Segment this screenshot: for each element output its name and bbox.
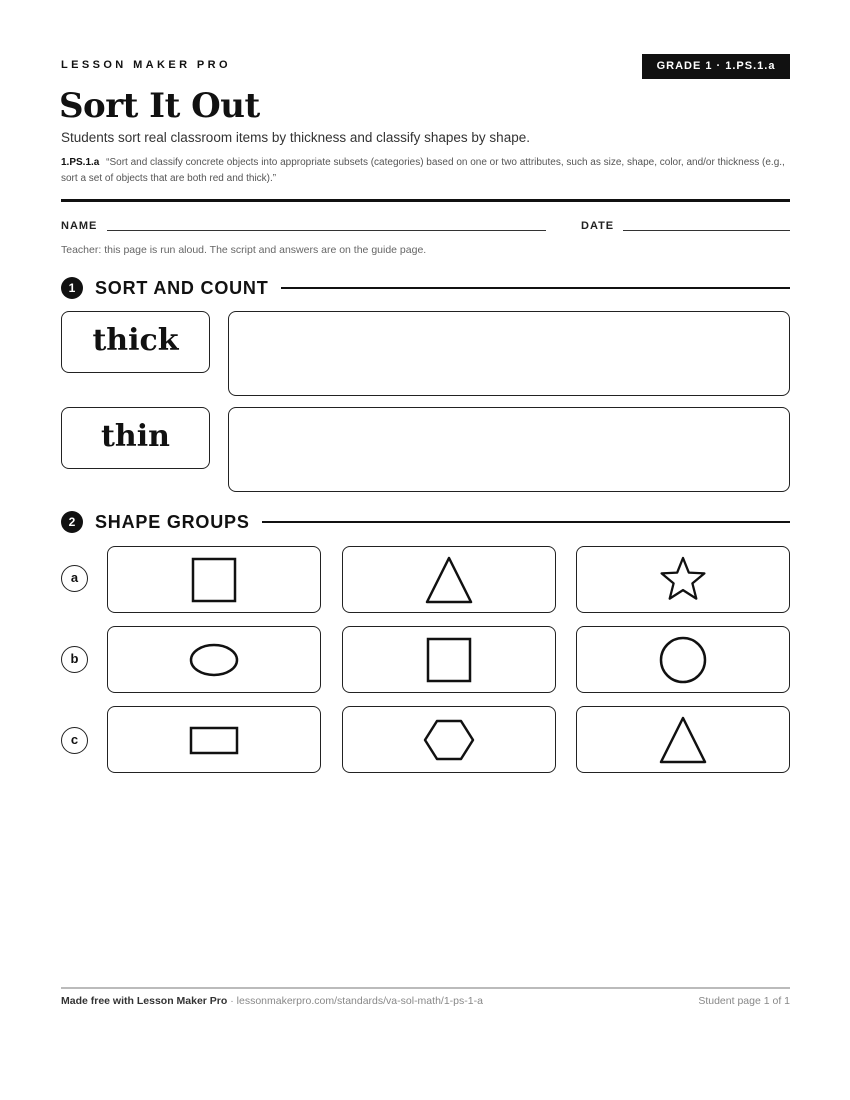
triangle-icon <box>653 715 713 765</box>
row-label-c: c <box>61 727 88 754</box>
square-icon <box>184 555 244 605</box>
word-card-thin: thin <box>61 407 210 469</box>
row-label-a: a <box>61 565 88 592</box>
footer-divider <box>61 987 790 989</box>
shape-card[interactable] <box>107 626 321 693</box>
footer-credit <box>61 995 483 1007</box>
date-label: DATE <box>581 220 615 232</box>
shape-card[interactable] <box>342 706 556 773</box>
page-subtitle: Students sort real classroom items by thickness and classify shapes by shape. <box>61 130 530 145</box>
shape-card[interactable] <box>342 626 556 693</box>
shape-card[interactable] <box>342 546 556 613</box>
standard-description <box>61 155 790 187</box>
brand-name: LESSON MAKER PRO <box>61 59 231 71</box>
footer-separator: · <box>227 995 237 1007</box>
header-divider <box>61 199 790 202</box>
sort-box-thin[interactable] <box>228 407 790 492</box>
section-sort-and-count-heading <box>61 276 790 300</box>
shape-card[interactable] <box>107 546 321 613</box>
grade-badge: GRADE 1 · 1.PS.1.a <box>642 54 790 79</box>
circle-icon <box>653 635 713 685</box>
oval-icon <box>184 635 244 685</box>
sort-box-thick[interactable] <box>228 311 790 396</box>
standard-code: 1.PS.1.a <box>61 157 100 168</box>
square-icon <box>419 635 479 685</box>
section-number: 2 <box>61 511 83 533</box>
footer-page-number: Student page 1 of 1 <box>698 995 790 1007</box>
section-number: 1 <box>61 277 83 299</box>
section-title: SHAPE GROUPS <box>95 511 250 532</box>
row-label-b: b <box>61 646 88 673</box>
section-title: SORT AND COUNT <box>95 277 269 298</box>
shape-card[interactable] <box>576 626 790 693</box>
section-rule <box>262 521 790 523</box>
footer-made-with: Made free with Lesson Maker Pro <box>61 995 228 1007</box>
name-label: NAME <box>61 220 98 232</box>
page-title: Sort It Out <box>59 86 260 126</box>
teacher-note: Teacher: this page is run aloud. The script and answers are on the guide page. <box>61 244 427 256</box>
standard-text: “Sort and classify concrete objects into appropriate subsets (categories) based on one or two attributes, such as size, shape, color, and/or thickness (e.g., sort a set of objects that are both red and thick).” <box>61 157 785 184</box>
shape-card[interactable] <box>576 546 790 613</box>
section-shape-groups-heading <box>61 510 790 534</box>
footer-url[interactable]: lessonmakerpro.com/standards/va-sol-math/1-ps-1-a <box>236 995 483 1007</box>
shape-card[interactable] <box>576 706 790 773</box>
name-field[interactable] <box>107 230 546 231</box>
rectangle-icon <box>184 715 244 765</box>
word-card-thick: thick <box>61 311 210 373</box>
triangle-icon <box>419 555 479 605</box>
star-icon <box>653 555 713 605</box>
shape-card[interactable] <box>107 706 321 773</box>
section-rule <box>281 287 790 289</box>
hexagon-icon <box>419 715 479 765</box>
date-field[interactable] <box>623 230 790 231</box>
